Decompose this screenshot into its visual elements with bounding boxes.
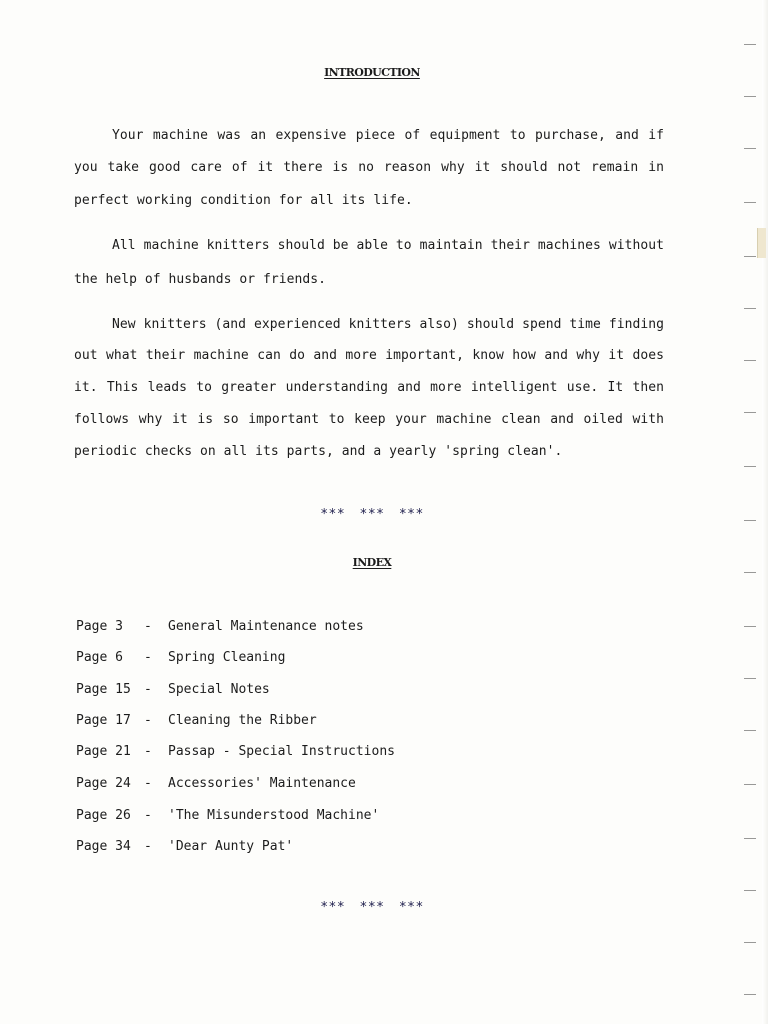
edge-mark [744,256,756,257]
index-entry-dash: - [144,713,152,728]
index-entry-page: Page 15 [76,682,131,697]
intro-paragraph-3-line-2: out what their machine can do and more important, know how and why it does [74,348,664,363]
intro-paragraph-1-line-1: Your machine was an expensive piece of equipment to purchase, and if [112,128,664,143]
index-entry-title: Passap - Special Instructions [168,744,395,759]
index-entry-page: Page 6 [76,650,123,665]
index-entry-page: Page 26 [76,808,131,823]
edge-mark [744,626,756,627]
introduction-heading: INTRODUCTION [324,66,420,79]
index-entry-title: Accessories' Maintenance [168,776,356,791]
index-entry-title: General Maintenance notes [168,619,364,634]
index-entry-dash: - [144,776,152,791]
intro-paragraph-2-line-2: the help of husbands or friends. [74,272,327,287]
edge-mark [744,308,756,309]
edge-mark [744,520,756,521]
index-entry-dash: - [144,839,152,854]
index-entry-page: Page 24 [76,776,131,791]
intro-paragraph-3-line-5: periodic checks on all its parts, and a yearly 'spring clean'. [74,444,563,459]
edge-mark [744,202,756,203]
edge-mark [744,838,756,839]
index-entry-dash: - [144,650,152,665]
index-entry-title: Spring Cleaning [168,650,286,665]
edge-mark [744,572,756,573]
index-entry-dash: - [144,808,152,823]
edge-mark [744,890,756,891]
section-separator-1: *** *** *** [320,507,424,522]
intro-paragraph-1-line-2: you take good care of it there is no reason why it should not remain in [74,160,664,175]
index-entry-title: Special Notes [168,682,270,697]
page-edge-tab [757,228,766,258]
edge-mark [744,730,756,731]
edge-mark [744,994,756,995]
index-entry-page: Page 17 [76,713,131,728]
edge-mark [744,148,756,149]
index-entry-page: Page 21 [76,744,131,759]
index-entry-dash: - [144,682,152,697]
index-heading: INDEX [352,556,392,569]
intro-paragraph-2-line-1: All machine knitters should be able to maintain their machines without [112,238,664,253]
intro-paragraph-3-line-4: follows why it is so important to keep your machine clean and oiled with [74,412,664,427]
edge-mark [744,412,756,413]
edge-mark [744,678,756,679]
index-entry-title: 'The Misunderstood Machine' [168,808,380,823]
edge-mark [744,466,756,467]
edge-mark [744,942,756,943]
intro-paragraph-1-line-3: perfect working condition for all its life. [74,193,413,208]
index-entry-title: Cleaning the Ribber [168,713,317,728]
intro-paragraph-3-line-3: it. This leads to greater understanding and more intelligent use. It then [74,380,664,395]
edge-mark [744,784,756,785]
intro-paragraph-3-line-1: New knitters (and experienced knitters also) should spend time finding [112,317,664,332]
index-entry-dash: - [144,744,152,759]
edge-mark [744,96,756,97]
index-entry-title: 'Dear Aunty Pat' [168,839,294,854]
index-entry-page: Page 34 [76,839,131,854]
section-separator-2: *** *** *** [320,900,424,915]
edge-mark [744,44,756,45]
edge-mark [744,360,756,361]
page-edge-shadow [762,0,768,1024]
index-entry-page: Page 3 [76,619,123,634]
index-entry-dash: - [144,619,152,634]
